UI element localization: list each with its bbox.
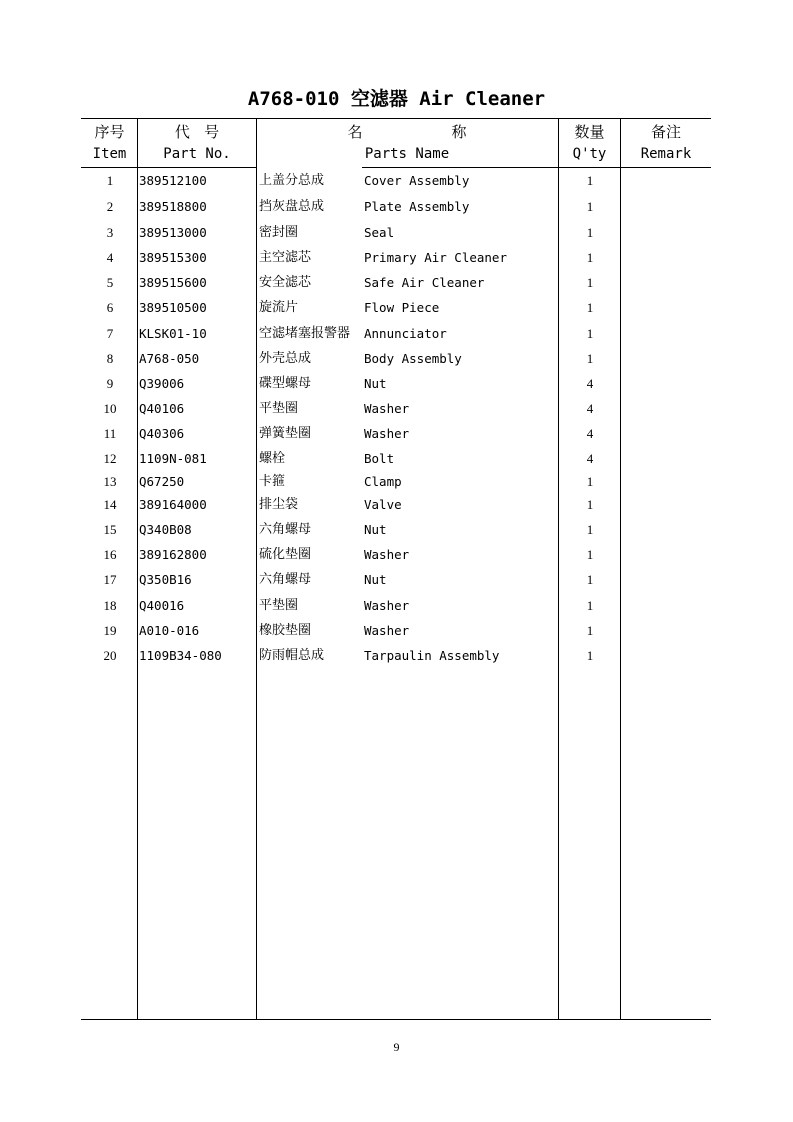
table-row: [0, 374, 793, 394]
page-number: 9: [393, 1040, 400, 1054]
cell-name-cn: 平垫圈: [259, 401, 299, 416]
cell-qty: 1: [586, 598, 594, 613]
cell-item: 7: [106, 326, 114, 341]
table-row: [0, 449, 793, 469]
cell-qty: 1: [586, 250, 594, 265]
table-row: [0, 472, 793, 492]
table-bottom-border: [81, 1019, 711, 1020]
cell-qty: 1: [586, 547, 594, 562]
table-row: [0, 349, 793, 369]
cell-name-cn: 弹簧垫圈: [259, 426, 312, 441]
cell-part-no: 389162800: [139, 547, 207, 562]
cell-name-cn: 密封圈: [259, 225, 299, 240]
cell-name-cn: 螺栓: [259, 451, 286, 466]
cell-part-no: 1109N-081: [139, 451, 207, 466]
cell-name-cn: 旋流片: [259, 300, 299, 315]
cell-name-en: Bolt: [364, 451, 395, 466]
cell-item: 14: [103, 497, 117, 512]
header-name-cn-left: 名: [347, 123, 363, 141]
cell-part-no: 389164000: [139, 497, 207, 512]
header-name-cn-right: 称: [451, 123, 467, 141]
cell-name-cn: 六角螺母: [259, 522, 312, 537]
table-row: [0, 545, 793, 565]
cell-part-no: 1109B34-080: [139, 648, 222, 663]
cell-part-no: Q39006: [139, 376, 185, 391]
cell-qty: 1: [586, 173, 594, 188]
table-row: [0, 298, 793, 318]
cell-item: 15: [103, 522, 117, 537]
cell-name-cn: 硫化垫圈: [259, 547, 312, 562]
cell-name-cn: 外壳总成: [259, 351, 312, 366]
header-remark-en: Remark: [640, 146, 692, 162]
cell-part-no: A010-016: [139, 623, 200, 638]
cell-name-en: Nut: [364, 572, 387, 587]
cell-name-en: Nut: [364, 376, 387, 391]
cell-part-no: 389512100: [139, 173, 207, 188]
cell-part-no: 389513000: [139, 225, 207, 240]
header-qty-cn: 数量: [574, 123, 605, 141]
cell-name-en: Washer: [364, 426, 410, 441]
cell-item: 10: [103, 401, 117, 416]
cell-part-no: Q340B08: [139, 522, 192, 537]
cell-qty: 1: [586, 497, 594, 512]
cell-qty: 4: [586, 376, 594, 391]
cell-qty: 1: [586, 572, 594, 587]
cell-qty: 1: [586, 199, 594, 214]
cell-qty: 1: [586, 623, 594, 638]
cell-name-en: Washer: [364, 547, 410, 562]
header-part-cn: 代 号: [174, 123, 220, 141]
cell-name-en: Cover Assembly: [364, 173, 470, 188]
table-row: [0, 596, 793, 616]
header-remark-cn: 备注: [650, 123, 681, 141]
cell-item: 3: [106, 225, 114, 240]
cell-name-cn: 挡灰盘总成: [259, 199, 325, 214]
cell-part-no: Q40016: [139, 598, 185, 613]
cell-qty: 4: [586, 451, 594, 466]
cell-part-no: A768-050: [139, 351, 200, 366]
table-row: [0, 399, 793, 419]
cell-name-cn: 上盖分总成: [259, 173, 325, 188]
cell-item: 6: [106, 300, 114, 315]
cell-name-en: Tarpaulin Assembly: [364, 648, 500, 663]
cell-name-cn: 卡箍: [259, 474, 286, 489]
cell-item: 1: [106, 173, 114, 188]
cell-item: 5: [106, 275, 114, 290]
cell-part-no: 389518800: [139, 199, 207, 214]
cell-part-no: Q67250: [139, 474, 185, 489]
cell-qty: 1: [586, 522, 594, 537]
cell-name-en: Clamp: [364, 474, 402, 489]
table-row: [0, 621, 793, 641]
table-row: [0, 424, 793, 444]
cell-qty: 4: [586, 401, 594, 416]
header-part-en: Part No.: [163, 146, 231, 162]
cell-item: 16: [103, 547, 117, 562]
table-row: [0, 495, 793, 515]
cell-qty: 1: [586, 225, 594, 240]
table-row: [0, 171, 793, 191]
cell-item: 11: [103, 426, 117, 441]
cell-qty: 1: [586, 474, 594, 489]
cell-name-en: Primary Air Cleaner: [364, 250, 507, 265]
cell-name-cn: 安全滤芯: [259, 275, 312, 290]
table-top-border: [81, 118, 711, 119]
header-item-cn: 序号: [94, 123, 125, 141]
cell-name-en: Washer: [364, 623, 410, 638]
table-row: [0, 324, 793, 344]
header-name-en: Parts Name: [364, 146, 450, 162]
table-row: [0, 520, 793, 540]
cell-name-cn: 橡胶垫圈: [259, 623, 312, 638]
cell-name-cn: 主空滤芯: [259, 250, 312, 265]
cell-name-en: Valve: [364, 497, 402, 512]
header-qty-en: Q'ty: [572, 146, 607, 162]
cell-item: 12: [103, 451, 117, 466]
cell-qty: 1: [586, 300, 594, 315]
cell-name-cn: 防雨帽总成: [259, 648, 325, 663]
cell-name-en: Washer: [364, 598, 410, 613]
cell-item: 9: [106, 376, 114, 391]
cell-item: 13: [103, 474, 117, 489]
cell-part-no: 389515300: [139, 250, 207, 265]
cell-item: 8: [106, 351, 114, 366]
cell-name-en: Annunciator: [364, 326, 447, 341]
cell-name-cn: 碟型螺母: [259, 376, 312, 391]
table-row: [0, 570, 793, 590]
cell-qty: 1: [586, 326, 594, 341]
cell-item: 18: [103, 598, 117, 613]
cell-part-no: Q40106: [139, 401, 185, 416]
cell-part-no: Q40306: [139, 426, 185, 441]
cell-name-cn: 六角螺母: [259, 572, 312, 587]
cell-part-no: 389510500: [139, 300, 207, 315]
cell-name-en: Body Assembly: [364, 351, 462, 366]
cell-item: 19: [103, 623, 117, 638]
cell-name-en: Seal: [364, 225, 395, 240]
page-title: A768-010 空滤器 Air Cleaner: [247, 88, 546, 110]
header-bottom-border: [81, 167, 257, 168]
table-row: [0, 223, 793, 243]
cell-name-en: Nut: [364, 522, 387, 537]
cell-name-cn: 排尘袋: [259, 497, 299, 512]
cell-name-en: Safe Air Cleaner: [364, 275, 485, 290]
cell-qty: 1: [586, 648, 594, 663]
header-item-en: Item: [92, 146, 127, 162]
cell-qty: 1: [586, 275, 594, 290]
cell-name-cn: 平垫圈: [259, 598, 299, 613]
cell-qty: 1: [586, 351, 594, 366]
cell-part-no: Q350B16: [139, 572, 192, 587]
cell-item: 17: [103, 572, 117, 587]
cell-item: 2: [106, 199, 114, 214]
cell-item: 4: [106, 250, 114, 265]
cell-part-no: KLSK01-10: [139, 326, 207, 341]
table-row: [0, 273, 793, 293]
cell-name-cn: 空滤堵塞报警器: [259, 326, 351, 341]
cell-name-en: Flow Piece: [364, 300, 440, 315]
table-row: [0, 197, 793, 217]
cell-qty: 4: [586, 426, 594, 441]
table-row: [0, 646, 793, 666]
cell-name-en: Plate Assembly: [364, 199, 470, 214]
cell-part-no: 389515600: [139, 275, 207, 290]
header-bottom-border-qty: [558, 167, 711, 168]
table-row: [0, 248, 793, 268]
header-bottom-border-name: [362, 167, 558, 168]
cell-name-en: Washer: [364, 401, 410, 416]
cell-item: 20: [103, 648, 117, 663]
